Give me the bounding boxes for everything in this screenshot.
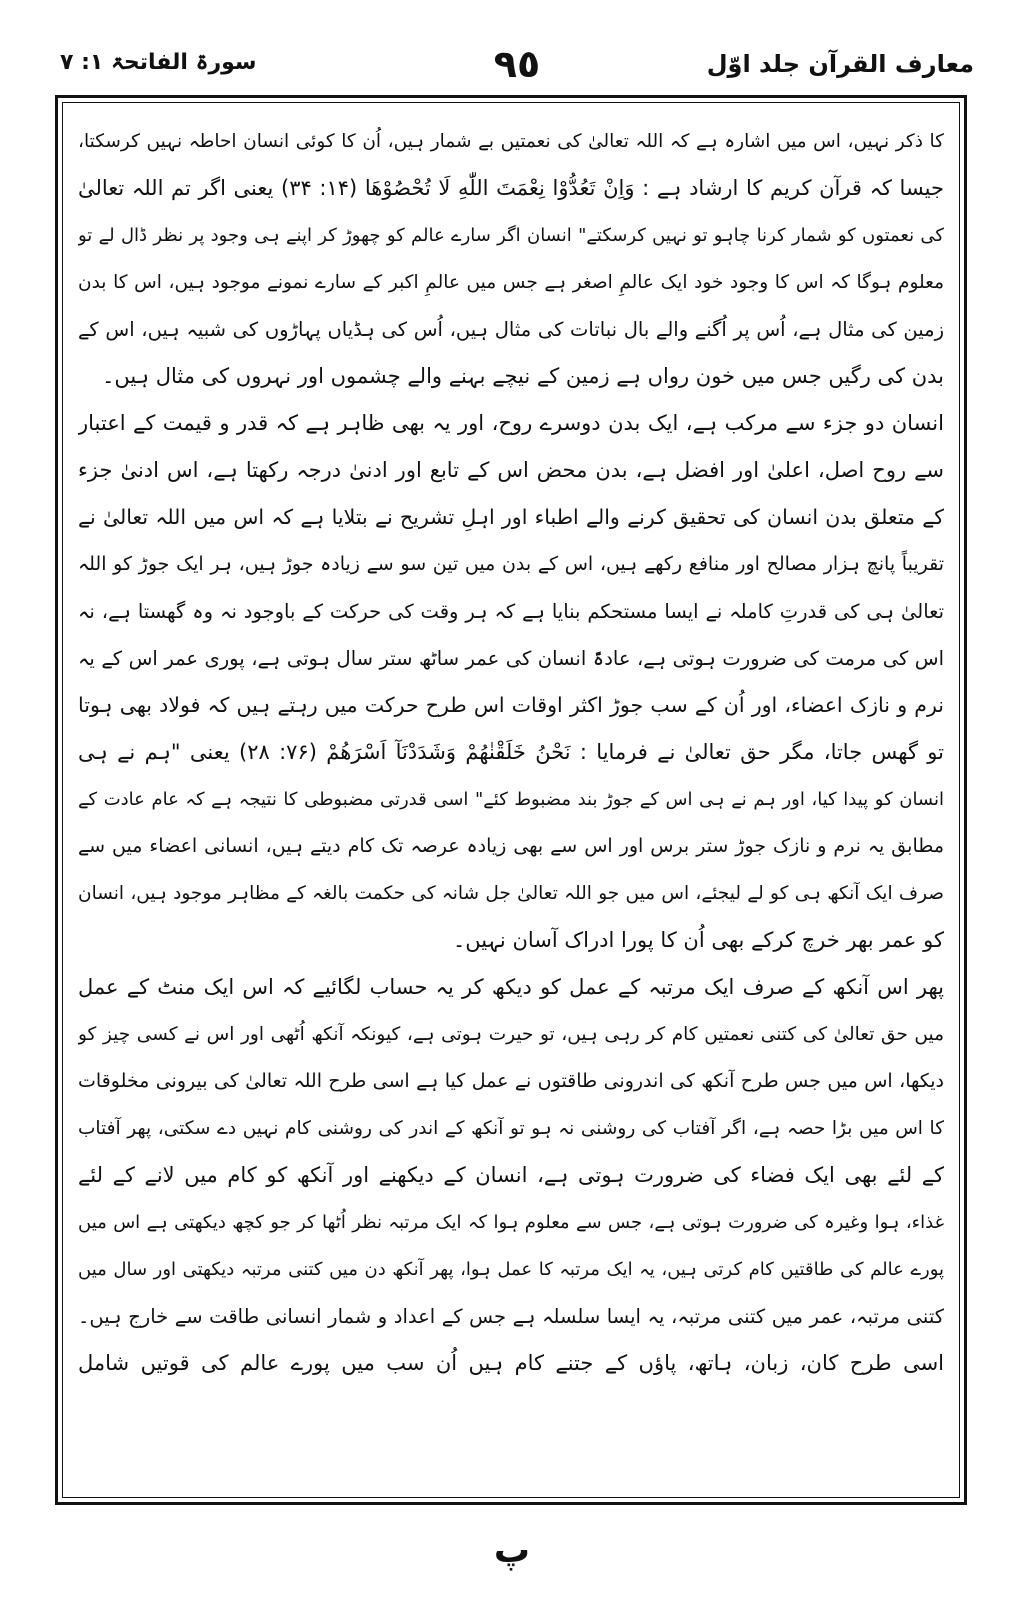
text-line: دیکھا، اس میں جس طرح آنکھ کی اندرونی طاقتوں نے عمل کیا ہے اسی طرح اللہ تعالیٰ کی بیرونی مخلوقات	[78, 1070, 944, 1092]
text-line: تقریباً پانچ ہزار مصالح اور منافع رکھے ہیں، اس کے بدن میں تین سو سے زیادہ جوڑ ہیں، ہر ایک جوڑ کو اللہ	[78, 553, 944, 575]
text-line: اس کی مرمت کی ضرورت ہوتی ہے، عادۃً انسان کی عمر ساٹھ ستر سال ہوتی ہے، پوری عمر اس کے یہ	[78, 647, 944, 670]
text-line: تو گھس جاتا، مگر حق تعالیٰ نے فرمایا : نَحْنُ خَلَقْنٰهُمْ وَشَدَدْنَآ اَسْرَهُمْ (۷۶: ۲۸) یعنی "ہم نے ہی	[78, 740, 944, 764]
text-line: سے روح اصل، اعلیٰ اور افضل ہے، بدن محض اس کے تابع اور ادنیٰ درجہ رکھتا ہے، اس ادنیٰ جزء	[78, 458, 944, 482]
text-line: پورے عالم کی طاقتیں کام کرتی ہیں، یہ ایک مرتبہ کا عمل ہوا، پھر آنکھ دن میں کتنی مرتبہ دیکھتی اور سال میں	[78, 1259, 944, 1280]
page-header	[60, 42, 974, 92]
text-line: زمین کی مثال ہے، اُس پر اُگنے والے بال نباتات کی مثال ہیں، اُس کی ہڈیاں پہاڑوں کی شبیہ ہیں، اس کے	[78, 318, 944, 341]
signature-mark: پ	[493, 1530, 531, 1571]
text-line: کتنی مرتبہ، عمر میں کتنی مرتبہ، یہ ایسا سلسلہ ہے جس کے اعداد و شمار انسانی طاقت سے خارج ہیں۔	[78, 1305, 944, 1328]
text-line: صرف ایک آنکھ ہی کو لے لیجئے، اس میں جو اللہ تعالیٰ جل شانہ کی حکمت بالغہ کے مظاہر موجود ہیں، انسان	[78, 883, 944, 904]
text-line: کے لئے بھی ایک فضاء کی ضرورت ہوتی ہے، انسان کے دیکھنے اور آنکھ کو کام میں لانے کے لئے	[78, 1163, 944, 1187]
text-line: میں حق تعالیٰ کی کتنی نعمتیں کام کر رہی ہیں، تو حیرت ہوتی ہے، کیونکہ آنکھ اُٹھی اور اس نے کسی چیز کو	[78, 1024, 944, 1045]
text-line: کے متعلق بدن انسان کی تحقیق کرنے والے اطباء اور اہلِ تشریح نے بتلایا ہے کہ اس میں اللہ تعالیٰ نے	[78, 505, 944, 529]
text-line: کا ذکر نہیں، اس میں اشارہ ہے کہ اللہ تعالیٰ کی نعمتیں بے شمار ہیں، اُن کا کوئی انسان احاطہ نہیں کرسکتا،	[78, 131, 944, 152]
text-line: کو عمر بھر خرچ کرکے بھی اُن کا پورا ادراک آسان نہیں۔	[453, 928, 944, 952]
surah-reference: سورۃ الفاتحۃ ۱: ۷	[60, 50, 257, 75]
text-line: بدن کی رگیں جس میں خون رواں ہے زمین کے نیچے بہنے والے چشموں اور نہروں کی مثال ہیں۔	[102, 364, 944, 388]
text-line: مطابق یہ نرم و نازک جوڑ ستر برس اور اس سے بھی زیادہ عرصہ تک کام دیتے ہیں، انسانی اعضاء میں سے	[78, 835, 944, 857]
text-line: نرم و نازک اعضاء، اور اُن کے سب جوڑ اکثر اوقات اس طرح حرکت میں رہتے ہیں کہ فولاد بھی ہوتا	[78, 693, 944, 717]
page-number: ٩٥	[493, 42, 541, 86]
book-title: معارف القرآن جلد اوّل	[706, 50, 974, 78]
text-line: معلوم ہوگا کہ اس کا وجود خود ایک عالمِ اصغر ہے جس میں عالمِ اکبر کے سارے نمونے موجود ہیں، اس کا بدن	[78, 272, 944, 293]
text-line: انسان دو جزء سے مرکب ہے، ایک بدن دوسرے روح، اور یہ بھی ظاہر ہے کہ قدر و قیمت کے اعتبار	[78, 411, 944, 435]
text-line: جیسا کہ قرآن کریم کا ارشاد ہے : وَاِنْ تَعُدُّوْا نِعْمَتَ اللّٰهِ لَا تُحْصُوْهَا (۱۴: ۳۴) یعنی اگر تم اللہ تعالیٰ	[78, 176, 944, 200]
text-line: تعالیٰ ہی کی قدرتِ کاملہ نے ایسا مستحکم بنایا ہے کہ ہر وقت کی حرکت کے باوجود نہ وہ گھستا ہے، نہ	[78, 600, 944, 623]
text-line: کی نعمتوں کو شمار کرنا چاہو تو نہیں کرسکتے" انسان اگر سارے عالم کو چھوڑ کر اپنے ہی وجود پر نظر ڈال لے تو	[78, 225, 944, 246]
body-text	[78, 118, 944, 1490]
text-line: پھر اس آنکھ کے صرف ایک مرتبہ کے عمل کو دیکھ کر یہ حساب لگائیے کہ اس ایک منٹ کے عمل	[78, 975, 944, 999]
text-line: انسان کو پیدا کیا، اور ہم نے ہی اس کے جوڑ بند مضبوط کئے" اسی قدرتی مضبوطی کا نتیجہ ہے کہ عام عادت کے	[78, 789, 944, 810]
text-line: اسی طرح کان، زبان، ہاتھ، پاؤں کے جتنے کام ہیں اُن سب میں پورے عالم کی قوتیں شامل	[78, 1351, 944, 1375]
text-line: غذاء، ہوا وغیرہ کی ضرورت ہوتی ہے، جس سے معلوم ہوا کہ ایک مرتبہ نظر اُٹھا کر جو کچھ دیکھتی ہے اس میں	[78, 1212, 944, 1233]
text-line: کا اس میں بڑا حصہ ہے، اگر آفتاب کی روشنی نہ ہو تو آنکھ کے اندر کی روشنی کام نہیں دے سکتی، پھر آفتاب	[78, 1118, 944, 1139]
